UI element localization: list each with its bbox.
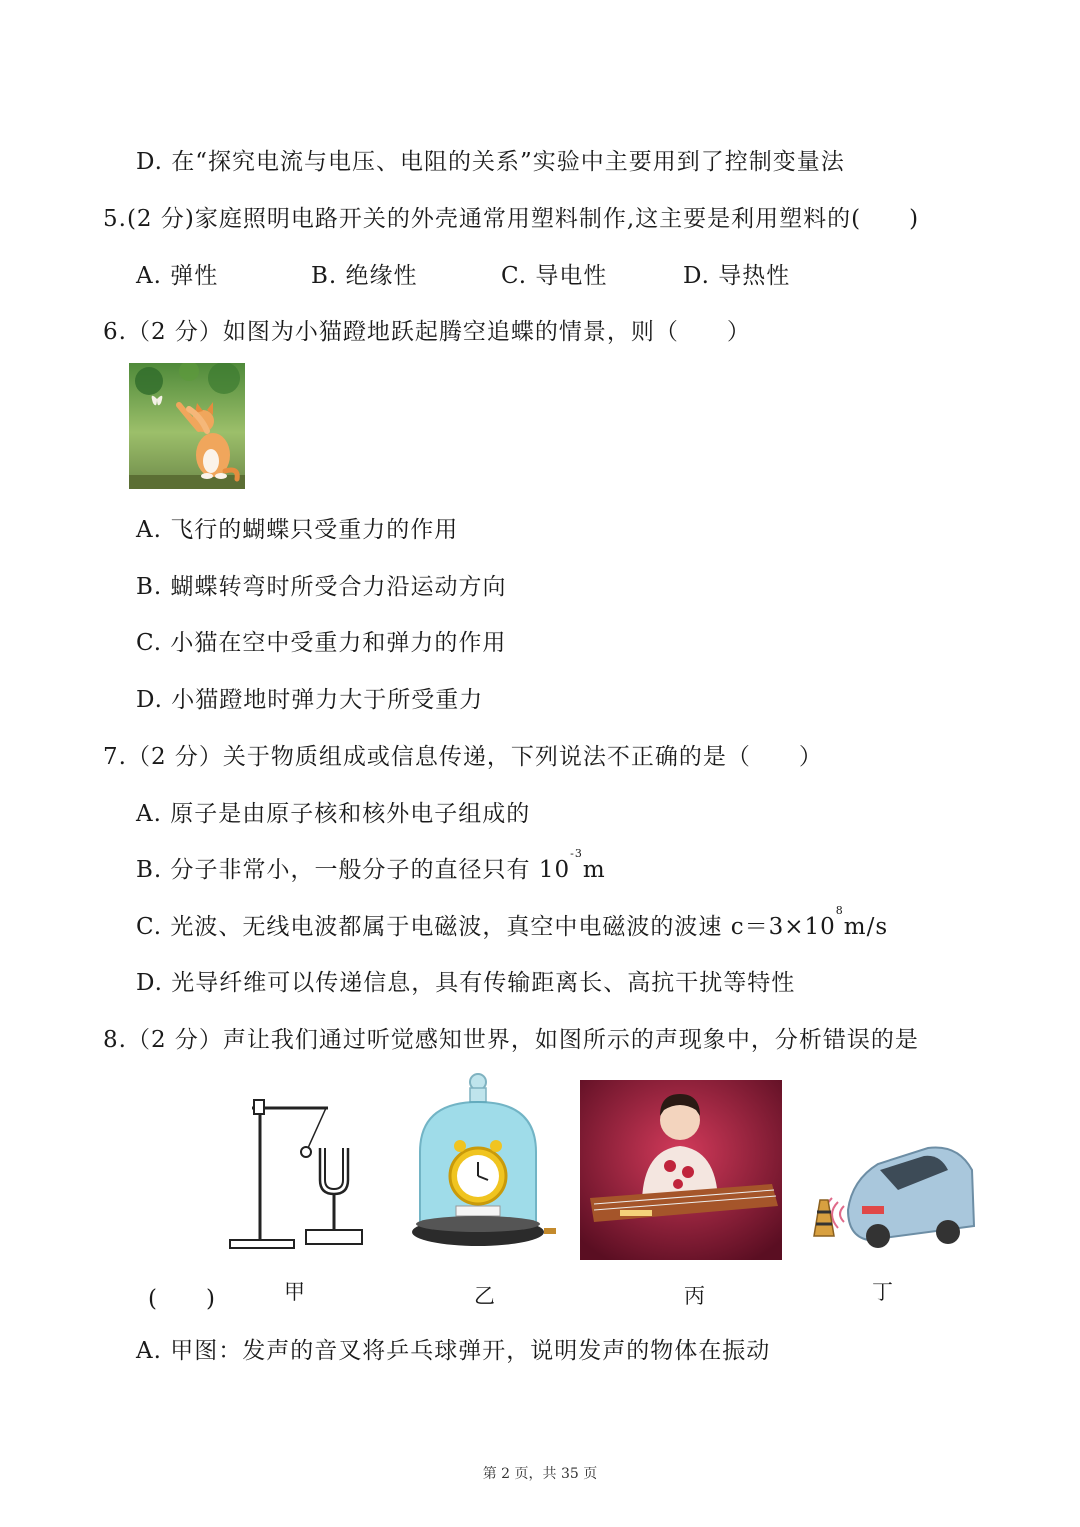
q7-option-c-text: C. 光波、无线电波都属于电磁波，真空中电磁波的波速 c＝3×10 [136,914,836,940]
q5-option-a: A. 弹性 [136,263,219,289]
fig-guzheng-player [580,1080,782,1260]
q7-option-b-unit: m [582,857,606,883]
q6-option-a: A. 飞行的蝴蝶只受重力的作用 [136,517,459,543]
q8-option-a: A. 甲图：发声的音叉将乒乓球弹开，说明发声的物体在振动 [136,1338,771,1364]
q6-stem: 6.（2 分）如图为小猫蹬地跃起腾空追蝶的情景，则（ ） [103,319,751,345]
q7-option-b [136,847,606,884]
q6-option-d: D. 小猫蹬地时弹力大于所受重力 [136,687,484,713]
q7-stem: 7.（2 分）关于物质组成或信息传递，下列说法不正确的是（ ） [103,744,823,770]
caption-bing: 丙 [684,1284,705,1308]
q5-stem: 5.(2 分)家庭照明电路开关的外壳通常用塑料制作,这主要是利用塑料的( ) [103,206,920,232]
fig-bell-jar-clock [408,1072,558,1262]
q5-option-c: C. 导电性 [501,263,608,289]
q5-option-d: D. 导热性 [683,263,791,289]
q7-option-c [136,904,889,941]
q7-option-c-unit: m/s [843,914,889,940]
q7-option-b-text: B. 分子非常小，一般分子的直径只有 10 [136,857,571,883]
q6-option-c: C. 小猫在空中受重力和弹力的作用 [136,630,507,656]
caption-yi: 乙 [474,1284,495,1308]
fig-car-radar [808,1140,976,1260]
q4-option-d: D. 在“探究电流与电压、电阻的关系”实验中主要用到了控制变量法 [136,149,845,175]
fig-tuning-fork [222,1090,372,1260]
q8-stem: 8.（2 分）声让我们通过听觉感知世界，如图所示的声现象中，分析错误的是 [103,1027,919,1053]
caption-ding: 丁 [872,1280,893,1304]
q5-option-b: B. 绝缘性 [311,263,418,289]
q7-option-b-exponent: -3 [570,847,583,860]
q7-option-d: D. 光导纤维可以传递信息，具有传输距离长、高抗干扰等特性 [136,970,796,996]
q6-option-b: B. 蝴蝶转弯时所受合力沿运动方向 [136,574,507,600]
q8-answer-blank: ( ) [148,1286,216,1312]
cat-chasing-butterfly-image [129,363,245,489]
page-footer: 第 2 页，共 35 页 [482,1466,598,1482]
q7-option-c-exponent: 8 [835,904,844,917]
q7-option-a: A. 原子是由原子核和核外电子组成的 [136,801,531,827]
caption-jia: 甲 [284,1280,305,1304]
